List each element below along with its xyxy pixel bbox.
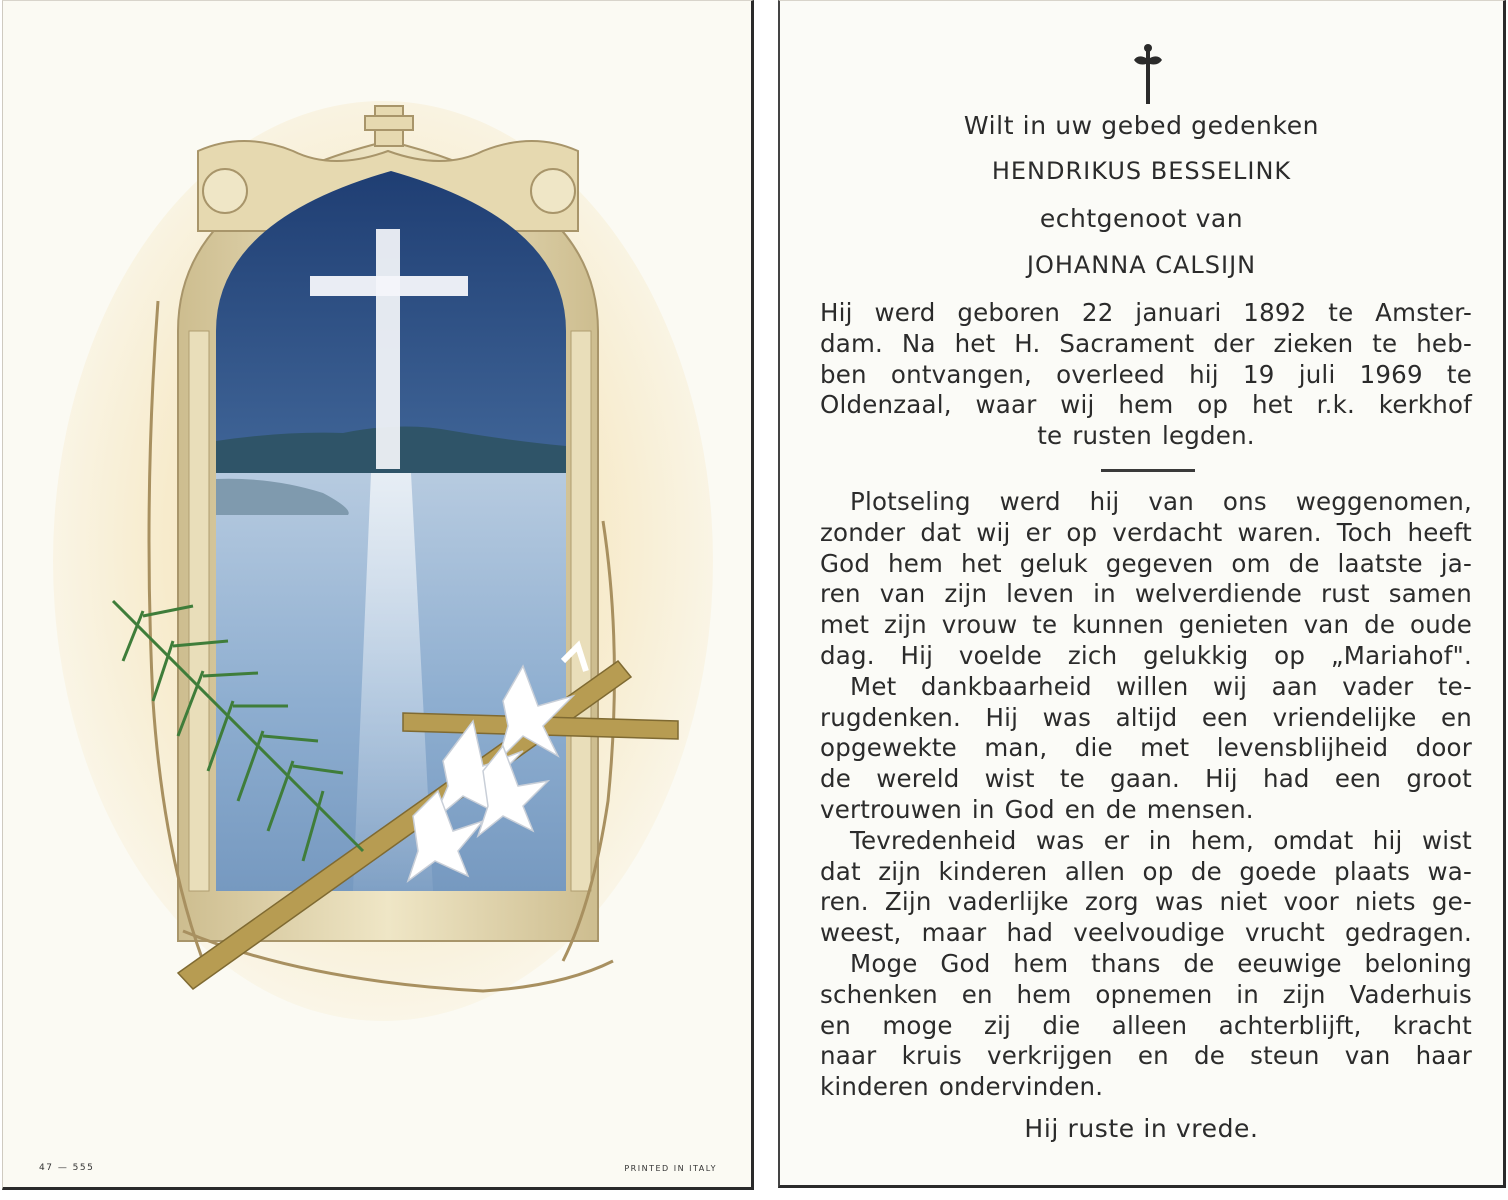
card-back <box>778 0 1506 1188</box>
biography-paragraph <box>820 298 1472 452</box>
memorial-text <box>820 487 1472 1103</box>
biography-line: Hij werd geboren 22 januari 1892 te Amster- <box>820 298 1472 327</box>
memorial-line: kinderen ondervinden. <box>820 1072 1104 1102</box>
cross-icon <box>1132 44 1164 106</box>
memorial-line: vertrouwen in God en de mensen. <box>820 794 1254 824</box>
section-divider <box>1101 469 1195 472</box>
memorial-line: de wereld wist te gaan. Hij had een groot <box>820 764 1472 794</box>
memorial-line: dat zijn kinderen allen op de goede plaats wa- <box>820 856 1472 886</box>
memorial-line: schenken en hem opnemen in zijn Vaderhuis <box>820 979 1472 1009</box>
spouse-of-label: echtgenoot van <box>1039 204 1244 233</box>
memorial-line: en moge zij die alleen achterblijft, kracht <box>820 1010 1472 1040</box>
memorial-illustration <box>3 1 755 1191</box>
memorial-line: opgewekte man, die met levensblijheid door <box>820 733 1472 763</box>
memorial-line: Moge God hem thans de eeuwige beloning <box>850 948 1472 978</box>
card-front <box>2 0 754 1190</box>
deceased-name: HENDRIKUS BESSELINK <box>991 157 1292 185</box>
memorial-line: Tevredenheid was er in hem, omdat hij wist <box>850 825 1472 855</box>
spouse-name: JOHANNA CALSIJN <box>1026 251 1257 279</box>
memorial-line: naar kruis verkrijgen en de steun van haar <box>820 1041 1472 1071</box>
memorial-line: ren van zijn leven in welverdiende rust samen <box>820 579 1472 609</box>
print-code: 47 — 555 <box>39 1163 95 1173</box>
left-column <box>189 331 209 891</box>
right-column <box>571 331 591 891</box>
memorial-line: Met dankbaarheid willen wij aan vader te- <box>850 671 1472 701</box>
biography-line: ben ontvangen, overleed hij 19 juli 1969 te <box>820 359 1472 389</box>
printed-in-italy: PRINTED IN ITALY <box>624 1164 717 1173</box>
biography-line: Oldenzaal, waar wij hem op het r.k. kerkhof <box>820 390 1472 420</box>
memorial-line: weest, maar had veelvoudige vrucht gedragen. <box>820 918 1472 948</box>
memorial-line: ren. Zijn vaderlijke zorg was niet voor niets ge- <box>820 887 1472 917</box>
memorial-line: dag. Hij voelde zich gelukkig op „Mariahof". <box>820 640 1472 670</box>
memorial-line: zonder dat wij er op verdacht waren. Toch heeft <box>820 517 1472 547</box>
memorial-line: God hem het geluk gegeven om de laatste ja- <box>820 548 1472 578</box>
memorial-line: Plotseling werd hij van ons weggenomen, <box>850 487 1472 516</box>
intro-line: Wilt in uw gebed gedenken <box>963 111 1320 140</box>
memorial-line: met zijn vrouw te kunnen genieten van de oude <box>820 610 1472 640</box>
memorial-line: rugdenken. Hij was altijd een vriendelijke en <box>820 702 1472 732</box>
closing-line: Hij ruste in vrede. <box>1024 1114 1259 1143</box>
biography-line: dam. Na het H. Sacrament der zieken te heb- <box>820 328 1472 358</box>
biography-line: te rusten legden. <box>1037 421 1255 451</box>
